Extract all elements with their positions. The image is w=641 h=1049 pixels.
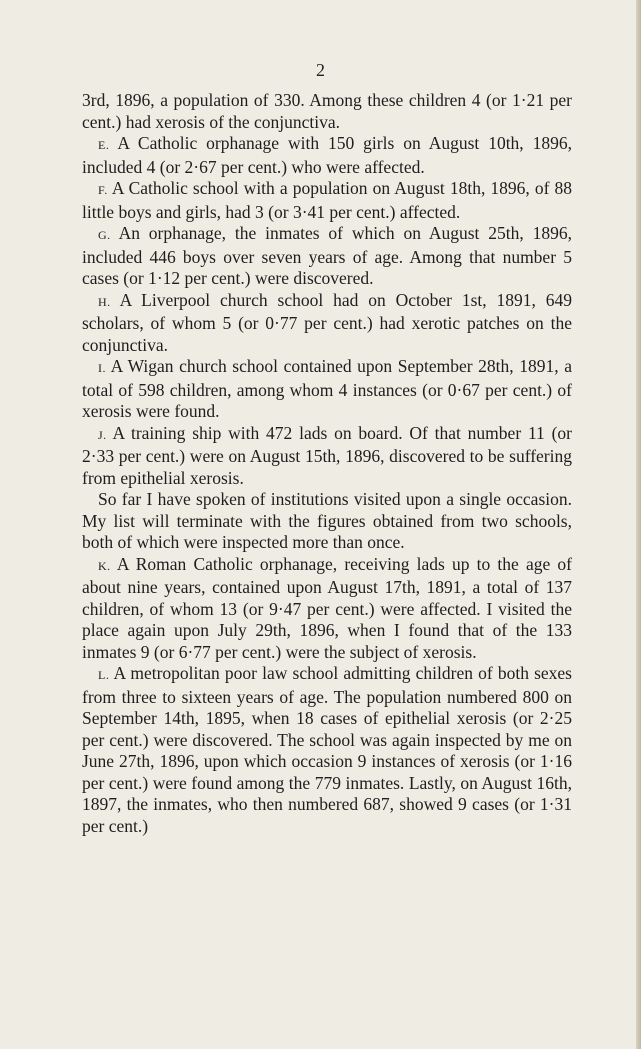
paragraph-g bbox=[82, 223, 572, 290]
page-edge-shadow bbox=[636, 0, 641, 1049]
paragraph-k bbox=[82, 554, 572, 664]
paragraph-text: A Roman Catholic orphanage, receiving lads up to the age of about nine years, contained upon August 17th, 1891, a total of 137 children, of whom 13 (or 9·47 per cent.) were affected. I visited the place again upon July 29th, 1896, when I found that of the 133 inmates 9 (or 6·77 per cent.) were the subject of xerosis. bbox=[82, 553, 573, 662]
paragraph-label: G. bbox=[98, 228, 111, 242]
paragraph-continuation bbox=[82, 90, 572, 133]
paragraph-text: A Catholic orphanage with 150 girls on August 10th, 1896, included 4 (or 2·67 per cent.) who were affected. bbox=[82, 133, 572, 177]
paragraph-text: An orphanage, the inmates of which on August 25th, 1896, included 446 boys over seven years of age. Among that number 5 cases (or 1·12 per cent.) were discovered. bbox=[82, 223, 572, 288]
paragraph-label: L. bbox=[98, 668, 110, 682]
paragraph-l bbox=[82, 663, 572, 837]
paragraph-text: A Liverpool church school had on October 1st, 1891, 649 scholars, of whom 5 (or 0·77 per cent.) had xerotic patches on the conjunctiva. bbox=[82, 289, 572, 355]
paragraph-text: A training ship with 472 lads on board. Of that number 11 (or 2·33 per cent.) were on August 15th, 1896, discovered to be suffering from epithelial xerosis. bbox=[82, 422, 572, 488]
paragraph-h bbox=[82, 290, 572, 357]
body-text bbox=[82, 90, 572, 837]
paragraph-text: A Catholic school with a population on August 18th, 1896, of 88 little boys and girls, had 3 (or 3·41 per cent.) affected. bbox=[82, 178, 572, 222]
paragraph-j bbox=[82, 423, 572, 490]
paragraph-label: I. bbox=[98, 361, 106, 375]
paragraph-text: A metropolitan poor law school admitting children of both sexes from three to sixteen years of age. The population numbered 800 on September 14th, 1895, when 18 cases of epithelial xerosis (or 2·25 per cent.) were discovered. The school was again inspected by me on June 27th, 1896, upon which occasion 9 instances of xerosis (or 1·16 per cent.) were found among the 779 inmates. Lastly, on August 16th, 1897, the inmates, who then numbered 687, showed 9 cases (or 1·31 per cent.) bbox=[82, 663, 572, 836]
paragraph-label: F. bbox=[98, 183, 108, 197]
paragraph-i bbox=[82, 356, 572, 423]
paragraph-intro-repeat bbox=[82, 489, 572, 554]
paragraph-text: So far I have spoken of institutions visited upon a single occasion. My list will terminate with the figures obtained from two schools, both of which were inspected more than once. bbox=[82, 489, 572, 552]
paragraph-text: 3rd, 1896, a population of 330. Among these children 4 (or 1·21 per cent.) had xerosis of the conjunctiva. bbox=[82, 90, 572, 132]
paragraph-e bbox=[82, 133, 572, 178]
paragraph-label: H. bbox=[98, 294, 111, 309]
paragraph-f bbox=[82, 178, 572, 223]
page-number: 2 bbox=[316, 60, 325, 80]
paragraph-label: E. bbox=[98, 138, 110, 152]
paragraph-label: J. bbox=[98, 427, 107, 442]
paragraph-text: A Wigan church school contained upon September 28th, 1891, a total of 598 children, among whom 4 instances (or 0·67 per cent.) of xerosis were found. bbox=[82, 356, 572, 421]
paragraph-label: K. bbox=[98, 558, 111, 573]
